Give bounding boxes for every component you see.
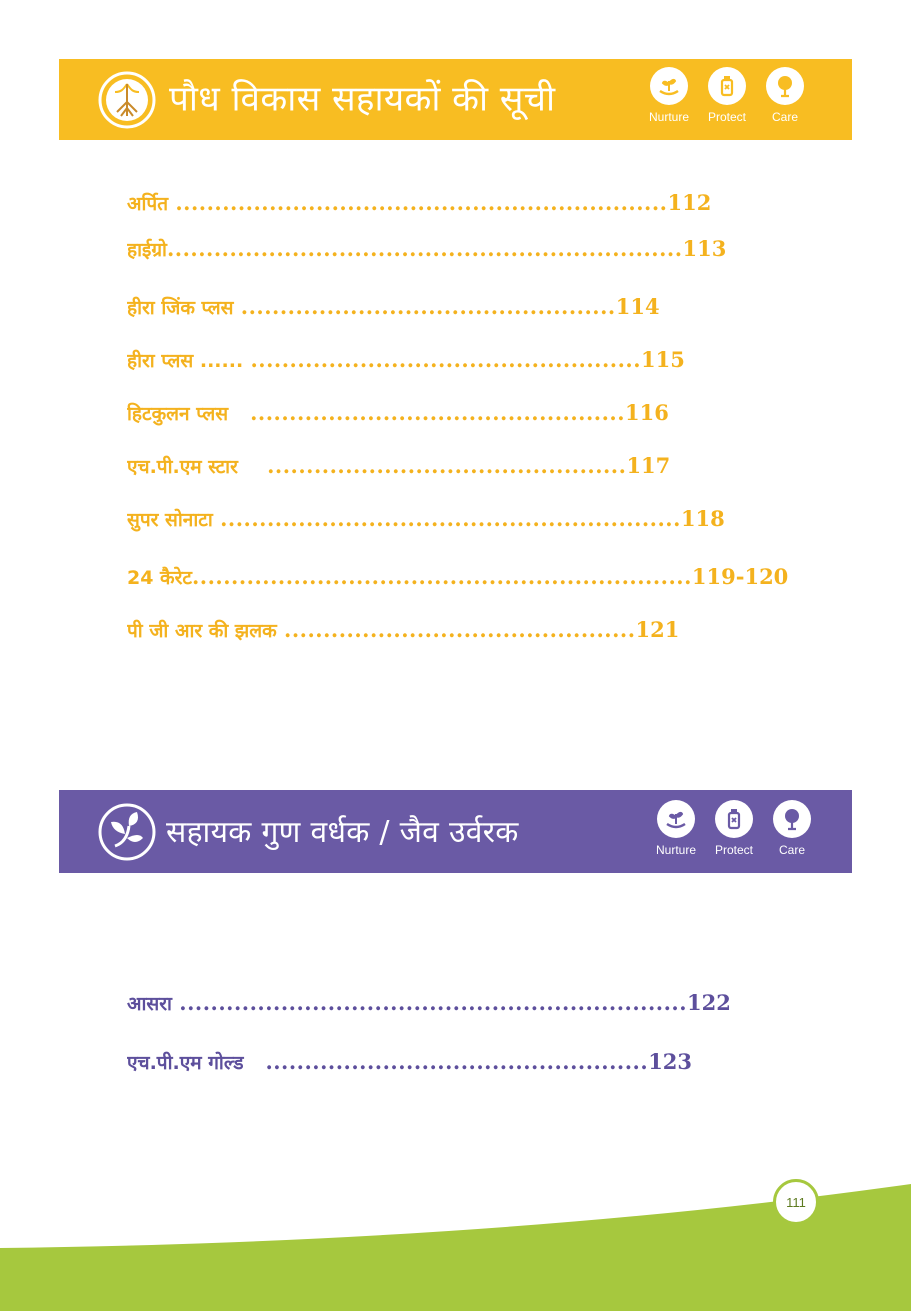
badge-label: Protect xyxy=(714,843,753,857)
badge-label: Protect xyxy=(707,110,746,124)
badge-care xyxy=(767,800,817,857)
toc-entry[interactable]: सुपर सोनाटा ...........................................................118 xyxy=(127,506,725,531)
badge-group xyxy=(644,67,818,124)
toc-entry[interactable]: हीरा जिंक प्लस ................................................114 xyxy=(127,294,660,319)
badge-label: Care xyxy=(778,843,805,857)
toc-entry[interactable]: 24 कैरेट................................................................119-120 xyxy=(127,564,789,589)
section-title: सहायक गुण वर्धक / जैव उर्वरक xyxy=(166,814,519,850)
toc-entry-label: 24 कैरेट xyxy=(127,567,192,589)
toc-entry-label: एच.पी.एम गोल्ड xyxy=(127,1052,244,1074)
toc-entry-label: हीरा प्लस ...... xyxy=(127,350,244,372)
tree-icon xyxy=(770,71,800,101)
toc-entry-label: पी जी आर की झलक xyxy=(127,620,277,642)
toc-entry-label: सुपर सोनाटा xyxy=(127,509,213,531)
toc-entry-page: 112 xyxy=(667,190,712,215)
toc-entry-page: 122 xyxy=(687,990,731,1015)
hand-plant-icon xyxy=(654,71,684,101)
toc-entry-label: अर्पित xyxy=(127,193,169,215)
toc-entry-label: आसरा xyxy=(127,993,172,1015)
toc-entry-label: हाईग्रो xyxy=(127,239,167,261)
toc-entry-page: 118 xyxy=(680,506,725,531)
toc-entry[interactable]: हिटकुलन प्लस ................................................116 xyxy=(127,400,669,425)
badge-protect xyxy=(702,67,752,124)
hand-plant-icon xyxy=(661,804,691,834)
toc-entry-page: 117 xyxy=(626,453,671,478)
toc-entry[interactable]: हीरा प्लस ...... ..................................................115 xyxy=(127,347,685,372)
badge-label: Care xyxy=(771,110,798,124)
toc-entry-label: एच.पी.एम स्टार xyxy=(127,456,238,478)
root-plant-logo-icon xyxy=(97,70,157,130)
badge-label: Nurture xyxy=(648,110,689,124)
badge-label: Nurture xyxy=(655,843,696,857)
toc-entry-page: 123 xyxy=(648,1049,693,1074)
section-banner-plant-growth xyxy=(59,59,852,140)
toc-entry-page: 121 xyxy=(635,617,680,642)
toc-entry[interactable]: अर्पित ...............................................................112 xyxy=(127,190,712,215)
toc-entry-page: 116 xyxy=(625,400,669,425)
badge-nurture xyxy=(644,67,694,124)
section-title: पौध विकास सहायकों की सूची xyxy=(169,79,556,120)
section-banner-bio-fertilizer xyxy=(59,790,852,873)
badge-nurture xyxy=(651,800,701,857)
toc-entry-label: हीरा जिंक प्लस xyxy=(127,297,234,319)
page-number: 111 xyxy=(773,1179,819,1225)
toc-entry-page: 115 xyxy=(641,347,685,372)
toc-entry-page: 119-120 xyxy=(691,564,789,589)
toc-entry[interactable]: पी जी आर की झलक .............................................121 xyxy=(127,617,680,642)
toc-entry-page: 113 xyxy=(682,236,727,261)
leaf-logo-icon xyxy=(97,802,157,862)
toc-entry[interactable]: आसरा .................................................................122 xyxy=(127,990,731,1015)
toc-entry-page: 114 xyxy=(615,294,660,319)
toc-entry[interactable]: हाईग्रो..................................................................113 xyxy=(127,236,727,261)
bottle-icon xyxy=(719,804,749,834)
toc-entry[interactable]: एच.पी.एम गोल्ड .................................................123 xyxy=(127,1049,693,1074)
toc-entry-label: हिटकुलन प्लस xyxy=(127,403,229,425)
bottle-icon xyxy=(712,71,742,101)
badge-protect xyxy=(709,800,759,857)
badge-care xyxy=(760,67,810,124)
badge-group xyxy=(651,800,825,857)
toc-entry[interactable]: एच.पी.एम स्टार ..............................................117 xyxy=(127,453,671,478)
tree-icon xyxy=(777,804,807,834)
